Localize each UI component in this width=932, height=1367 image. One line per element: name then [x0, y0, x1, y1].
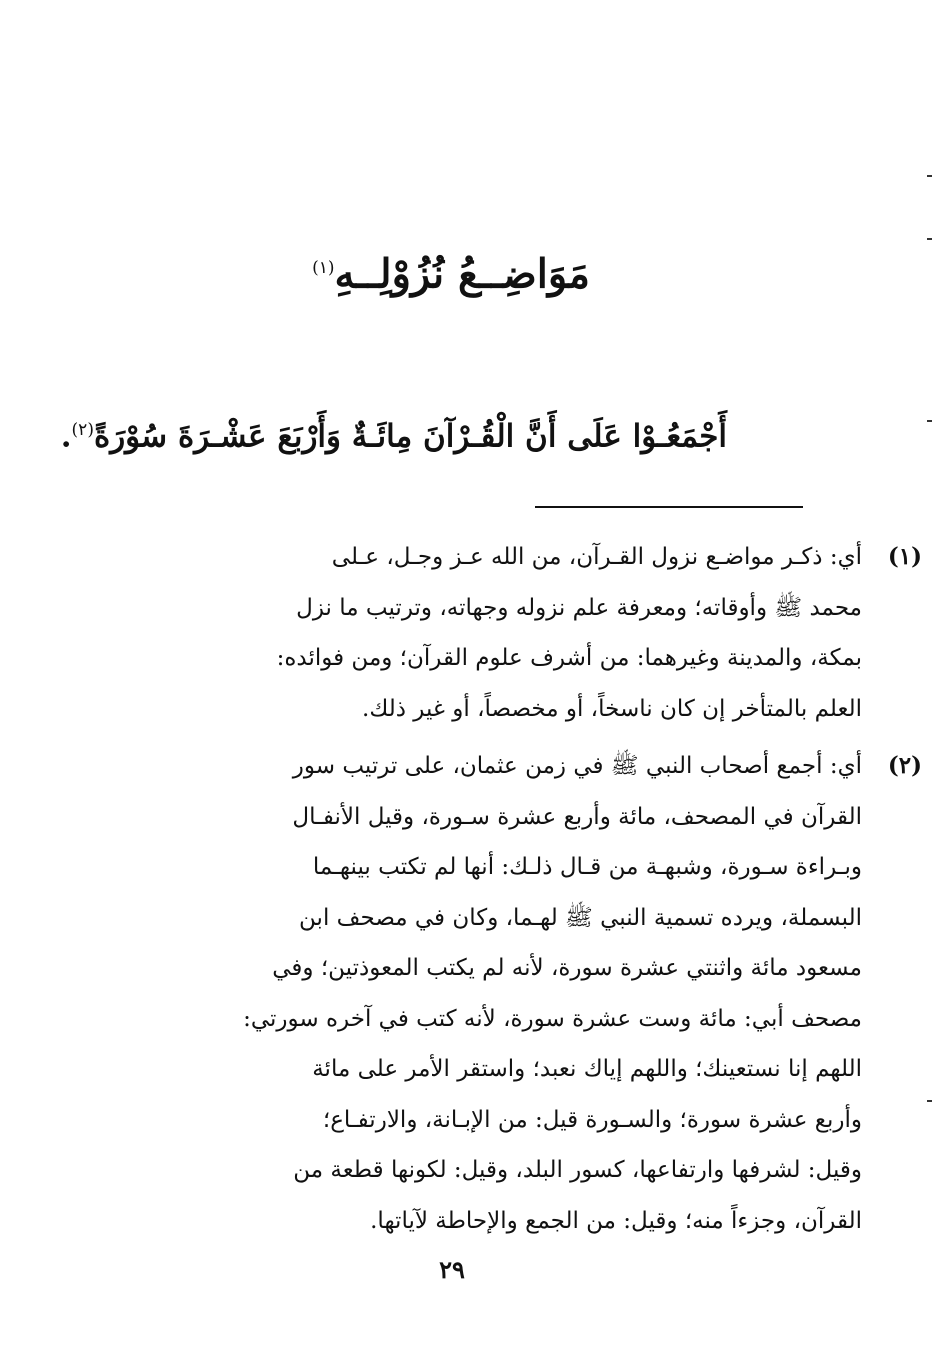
- footnote-line: أي: ذكـر مواضـع نزول القـرآن، من الله عـز وجـل، عـلى: [331, 544, 862, 570]
- footnote-line: وقيل: لشرفها وارتفاعها، كسور البلد، وقيل: لكونها قطعة من: [293, 1157, 862, 1183]
- footnote-number: (٢): [887, 752, 922, 779]
- verse-footnote-ref: (٢): [71, 420, 94, 440]
- footnote-line: وأربع عشرة سورة؛ والسـورة قيل: من الإبـانة، والارتفـاع؛: [322, 1106, 862, 1133]
- chapter-title: [0, 238, 932, 304]
- scan-margin-mark: [927, 420, 932, 422]
- page-number: ٢٩: [439, 1255, 465, 1284]
- scan-margin-mark: [927, 238, 932, 240]
- footnote-line: مصحف أبي: مائة وست عشرة سورة، لأنه كتب في آخره سورتي:: [243, 1005, 862, 1032]
- footnote-2: [102, 741, 922, 1246]
- footnote-line: القرآن في المصحف، مائة وأربع عشرة سـورة، وقيل الأنفـال: [292, 803, 862, 830]
- footnote-line: بمكة، والمدينة وغيرهما: من أشرف علوم القرآن؛ ومن فوائده:: [276, 645, 862, 671]
- chapter-title-text: مَوَاضِــعُ نُزُوْلِــهِ: [334, 250, 590, 298]
- footnote-line: القرآن، وجزءاً منه؛ وقيل: من الجمع والإحاطة لآياتها.: [370, 1207, 862, 1234]
- footnote-line: وبـراءة سـورة، وشبهـة من قـال ذلـك: أنها لم تكتب بينهـما: [312, 854, 862, 880]
- footnote-line: أي: أجمع أصحاب النبي ﷺ في زمن عثمان، على ترتيب سور: [292, 753, 862, 779]
- title-footnote-ref: (١): [312, 258, 335, 278]
- main-verse: [60, 400, 727, 466]
- footnote-separator: [535, 506, 803, 508]
- footnote-number: (١): [887, 543, 922, 570]
- footnote-line: البسملة، ويرده تسمية النبي ﷺ لهـما، وكان في مصحف ابن: [299, 904, 862, 931]
- verse-end-mark: .: [60, 418, 72, 455]
- footnote-line: مسعود مائة واثنتي عشرة سورة، لأنه لم يكتب المعوذتين؛ وفي: [272, 955, 862, 981]
- footnote-line: العلم بالمتأخر إن كان ناسخاً، أو مخصصاً، أو غير ذلك.: [362, 695, 862, 722]
- footnote-line: اللهم إنا نستعينك؛ واللهم إياك نعبد؛ واستقر الأمر على مائة: [312, 1056, 862, 1082]
- footnote-line: محمد ﷺ وأوقاته؛ ومعرفة علم نزوله وجهاته، وترتيب ما نزل: [296, 594, 862, 621]
- main-verse-text: أَجْمَعُـوْا عَلَى أَنَّ الْقُـرْآنَ مِائَـةٌ وَأَرْبَعَ عَشْـرَةَ سُوْرَةً: [93, 418, 727, 455]
- footnote-1: [102, 532, 922, 734]
- scan-margin-mark: [927, 1100, 932, 1102]
- scan-margin-mark: [927, 175, 932, 177]
